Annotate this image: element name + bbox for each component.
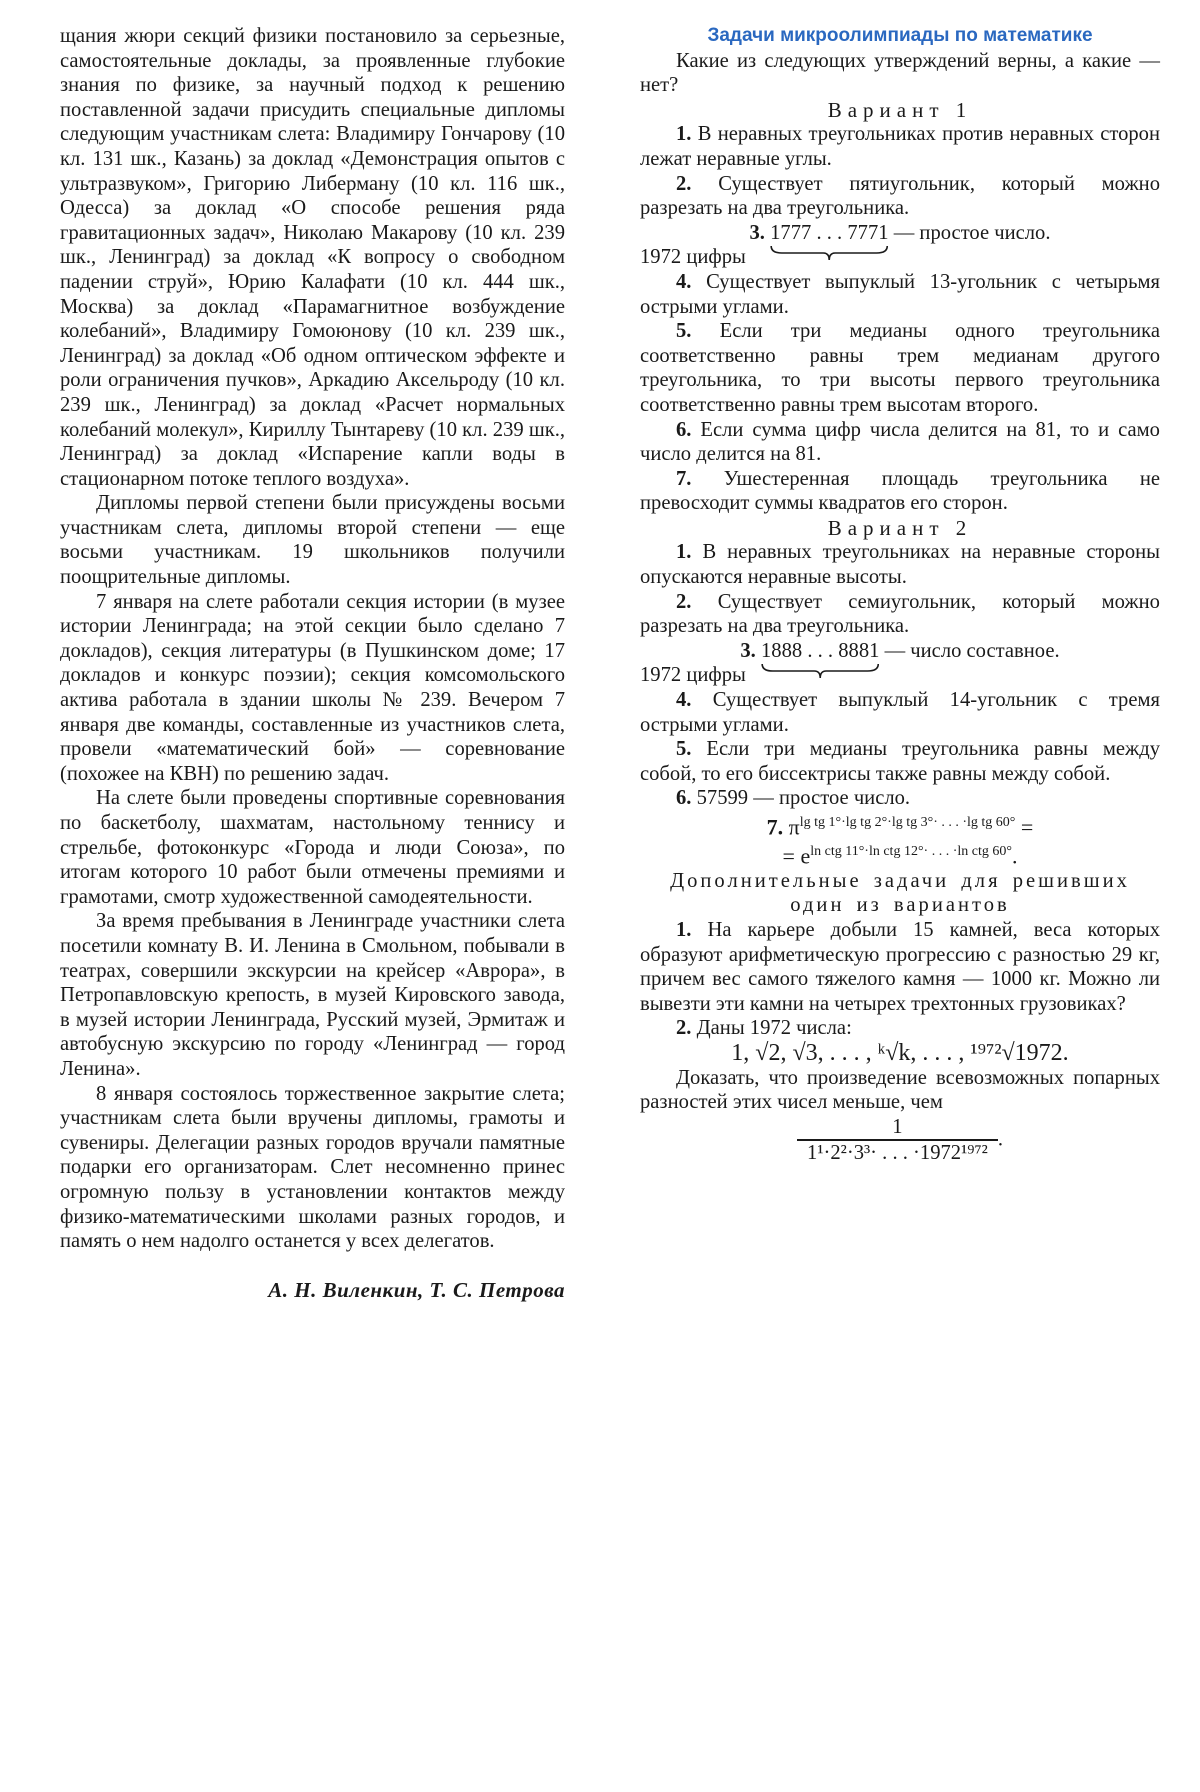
variant-1-item-3: 3. 1777 . . . 7771 — простое число. bbox=[640, 221, 1160, 246]
left-column bbox=[60, 24, 565, 1302]
brace-label: 1972 цифры bbox=[640, 246, 746, 269]
braced-number: 1888 . . . 8881 bbox=[761, 639, 879, 664]
variant-1-item: 5. Если три медианы одного треугольника соответственно равны трем медианам другого треугольника, то три высоты первого треугольника соответственно равны трем высотам второго. bbox=[640, 320, 1160, 416]
fraction-denominator: 1¹·2²·3³· . . . ·1972¹⁹⁷² bbox=[807, 1142, 988, 1165]
fraction-numerator: 1 bbox=[797, 1115, 998, 1142]
right-column bbox=[640, 24, 1160, 1166]
paragraph-diploma-degrees: Дипломы первой степени были присуждены восьми участникам слета, дипломы второй степени — еще восьми участникам. 19 школьников получили поощрительные дипломы. bbox=[60, 492, 565, 589]
variant-2-item: 2. Существует семиугольник, который можно разрезать на два треугольника. bbox=[640, 590, 1160, 638]
variant-1-item: 2. Существует пятиугольник, который можно разрезать на два треугольника. bbox=[640, 172, 1160, 220]
extra-task-1: 1. На карьере добыли 15 камней, веса которых образуют арифметическую прогрессию с разностью 29 кг, причем вес самого тяжелого камня — 1000 кг. Можно ли вывезти эти камни на четырех трехтонных грузовиках? bbox=[640, 919, 1160, 1015]
variant-1-item: 6. Если сумма цифр числа делится на 81, то и само число делится на 81. bbox=[640, 418, 1160, 466]
extra-task-2: 2. Даны 1972 числа: bbox=[676, 1017, 852, 1040]
olympiad-intro: Какие из следующих утверждений верны, а какие — нет? bbox=[640, 49, 1160, 97]
underbrace-icon bbox=[761, 663, 879, 679]
variant-2-item: 5. Если три медианы треугольника равны между собой, то его биссектрисы также равны между собой. bbox=[640, 738, 1160, 785]
extra-heading: Дополнительные задачи для решивших один из вариантов bbox=[670, 869, 1130, 917]
variant-2-item-7: 7. $\pi^{lg tg 1^\circ\cdot lg tg 2^\circ\cdot lg tg 3^\circ\cdot . . . \cdot lg tg 60^\circ}$ = bbox=[766, 814, 1034, 840]
paragraph-excursions: За время пребывания в Ленинграде участники слета посетили комнату В. И. Ленина в Смольном, побывали в театрах, совершили экскурсии на крейсер «Аврора», в Петропавловскую крепость, в музей Кировского завода, в музей истории Ленинграда, Русский музей, Эрмитаж и автобусную экскурсию по городу «Ленинград — город Ленина». bbox=[60, 910, 565, 1080]
brace-label: 1972 цифры bbox=[640, 664, 746, 687]
article-authors: А. Н. Виленкин, Т. С. Петрова bbox=[268, 1277, 565, 1302]
braced-number: 1777 . . . 7771 bbox=[770, 221, 888, 246]
variant-2-item: 4. Существует выпуклый 14-угольник с тремя острыми углами. bbox=[640, 689, 1160, 736]
variant-2-item-3: 3. 1888 . . . 8881 — число составное. bbox=[640, 639, 1160, 664]
variant-1-heading: Вариант 1 bbox=[827, 97, 973, 122]
paragraph-sections: 7 января на слете работали секция истории (в музее истории Ленинграда; на этой секции было сделано 7 докладов), секция литературы (в Пушкинском доме; 17 докладов и конкурс поэзии); секция комсомольского актива работала в здании школы № 239. Вечером 7 января две команды, составленные из участников слета, провели «математический бой» — соревнование (похожее на КВН) по решению задач. bbox=[60, 590, 565, 785]
variant-2-item-7-rhs: = $e^{ln ctg 11^\circ\cdot ln ctg 12^\circ\cdot . . . \cdot ln ctg 60^\circ}$. bbox=[782, 843, 1018, 869]
variant-1-item: 7. Ушестеренная площадь треугольника не превосходит суммы квадратов его сторон. bbox=[640, 467, 1160, 515]
variant-1-item: 1. В неравных треугольниках против неравных сторон лежат неравные углы. bbox=[640, 123, 1160, 170]
variant-1-item: 4. Существует выпуклый 13-угольник с четырьмя острыми углами. bbox=[640, 270, 1160, 318]
variant-2-item: 1. В неравных треугольниках на неравные стороны опускаются неравные высоты. bbox=[640, 541, 1160, 589]
extra-task-2-statement: Доказать, что произведение всевозможных попарных разностей этих чисел меньше, чем bbox=[640, 1066, 1160, 1114]
paragraph-sports: На слете были проведены спортивные соревнования по баскетболу, шахматам, настольному теннису и стрельбе, фотоконкурс «Города и люди Союза», по итогам которого 10 работ были отмечены премиями и грамотами, смотр художественной самодеятельности. bbox=[60, 787, 565, 908]
variant-2-item: 6. 57599 — простое число. bbox=[676, 787, 911, 810]
fraction-formula: $\frac{1}{\text{1¹·2²·3³· . . . ·1972¹⁹⁷²}}$ . bbox=[640, 1115, 1160, 1166]
roots-sequence: 1, √2, √3, . . . , ᵏ√k, . . . , ¹⁹⁷²√1972. bbox=[731, 1040, 1069, 1066]
olympiad-title: Задачи микроолимпиады по математике bbox=[707, 25, 1093, 46]
paragraph-closing: 8 января состоялось торжественное закрытие слета; участникам слета были вручены дипломы, грамоты и сувениры. Делегации разных городов вручали памятные подарки его организаторам. Слет несомненно принес огромную пользу в установлении контактов между физико-математическими школами разных городов, и память о нем надолго останется у всех делегатов. bbox=[60, 1082, 565, 1253]
variant-2-heading: Вариант 2 bbox=[827, 515, 973, 540]
paragraph-diplomas-list: щания жюри секций физики постановило за серьезные, самостоятельные доклады, за проявленные глубокие знания по физике, за научный подход к решению поставленной задачи присудить специальные дипломы следующим участникам слета: Владимиру Гончарову (10 кл. 131 шк., Казань) за доклад «Демонстрация опытов с ультразвуком», Григорию Либерману (10 кл. 116 шк., Одесса) за доклад «О способе решения ряда гравитационных задач», Николаю Макарову (10 кл. 239 шк., Ленинград) за доклад «К вопросу о свободном падении струй», Юрию Калафати (10 кл. 444 шк., Москва) за доклад «Парамагнитное возбуждение колебаний», Владимиру Гомоюнову (10 кл. 239 шк., Ленинград) за доклад «Об одном оптическом эффекте и роли ограничения пучков», Аркадию Аксельроду (10 кл. 239 шк., Ленинград) за доклад «Расчет нормальных колебаний молекул», Кириллу Тынтареву (10 кл. 239 шк., Ленинград) за доклад «Испарение капли воды в стационарном потоке теплого воздуха». bbox=[60, 25, 565, 490]
underbrace-icon bbox=[770, 245, 888, 261]
